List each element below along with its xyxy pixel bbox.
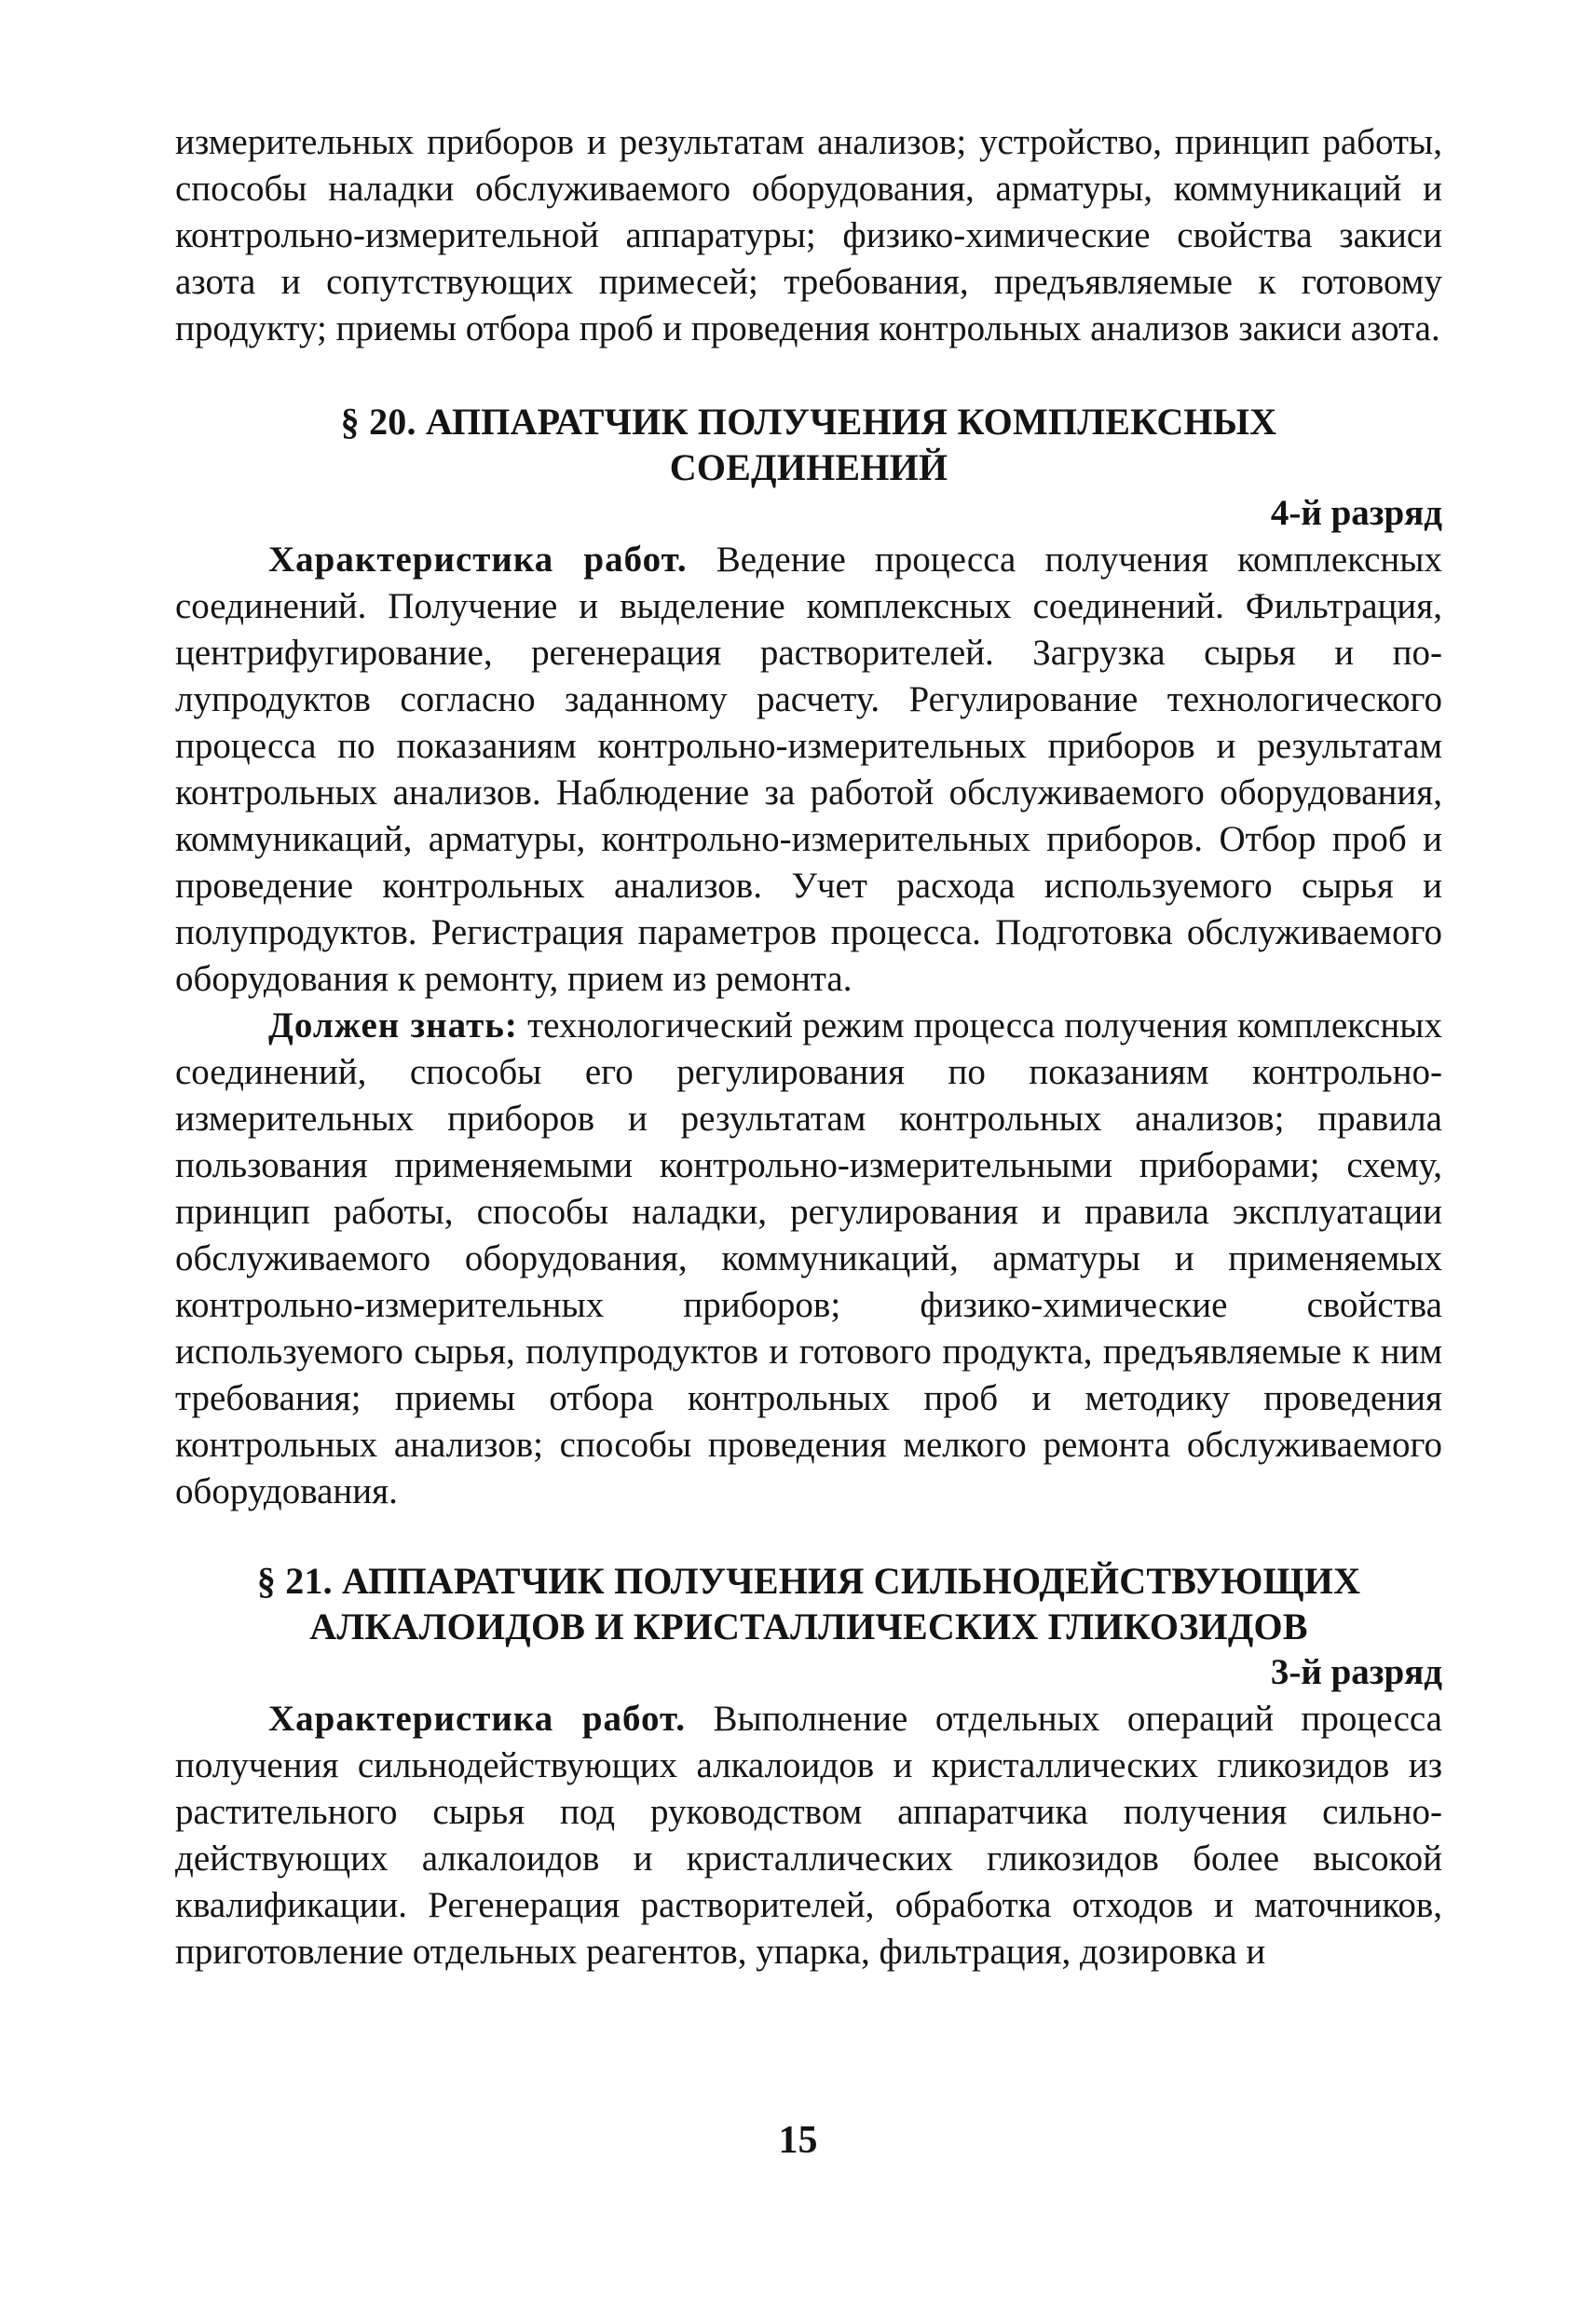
section-21-characteristics-label: Характеристика работ. (268, 1699, 686, 1739)
section-21-characteristics (175, 1696, 1442, 1975)
intro-paragraph: измерительных приборов и результатам анализов; устройство, принцип работы, способы наладки обслуживаемого оборудования, арматуры, коммуникаций и контрольно-измерительной аппаратуры; физико-химические свойства закиси азота и сопутствующих примесей; требования, предъявляемые к готовому продукту; приемы отбора проб и проведения контрольных анализов закиси азота. (175, 122, 1442, 349)
section-21 (175, 1558, 1442, 1975)
section-20-characteristics (175, 537, 1442, 1003)
section-20 (175, 399, 1442, 1515)
section-21-heading (175, 1558, 1442, 1649)
section-20-knowledge (175, 1003, 1442, 1515)
section-21-grade: 3-й разряд (1270, 1652, 1442, 1692)
page-number: 15 (778, 2119, 818, 2162)
section-20-characteristics-label: Характеристика работ. (268, 540, 688, 580)
document-page (175, 119, 1442, 1975)
spacer (175, 352, 1442, 399)
spacer (175, 1515, 1442, 1558)
section-20-heading-line2: СОЕДИНЕНИЙ (669, 446, 948, 488)
section-21-characteristics-text: Выполнение отдельных операций процесса получения сильнодействующих алкалоидов и кристаллических гликозидов из растительного сырья под руководством аппаратчика получения сильнодействующих алкалоидов и кристаллических гликозидов более высокой квалификации. Регенерация растворителей, обработка отходов и маточников, приготовление отдельных реагентов, упарка, фильтрация, дозировка и (175, 1699, 1442, 1972)
section-20-grade: 4-й разряд (1270, 493, 1442, 533)
section-20-heading-line1: § 20. АППАРАТЧИК ПОЛУЧЕНИЯ КОМПЛЕКСНЫХ (340, 401, 1277, 443)
section-20-characteristics-text: Ведение процесса получения комплексных соединений. Получение и выделение комплексных соединений. Фильтрация, центрифугирование, регенерация растворителей. Загрузка сырья и полупродуктов согласно заданному расчету. Регулирование технологического процесса по показаниям контрольно-измерительных приборов и результатам контрольных анализов. Наблюдение за работой обслуживаемого оборудования, коммуникаций, арматуры, контрольно-измерительных приборов. Отбор проб и проведение контрольных анализов. Учет расхода используемого сырья и полупродуктов. Регистрация параметров процесса. Подготовка обслуживаемого оборудования к ремонту, прием из ремонта. (175, 540, 1442, 999)
section-20-heading (175, 399, 1442, 490)
section-21-heading-line1: § 21. АППАРАТЧИК ПОЛУЧЕНИЯ СИЛЬНОДЕЙСТВУЮЩИХ (256, 1560, 1361, 1602)
section-21-heading-line2: АЛКАЛОИДОВ И КРИСТАЛЛИЧЕСКИХ ГЛИКОЗИДОВ (309, 1606, 1308, 1647)
section-20-knowledge-label: Должен знать: (268, 1005, 518, 1046)
section-20-knowledge-text: технологический режим процесса получения комплексных соединений, способы его регулирования по показаниям контрольно-измерительных приборов и результатам контрольных анализов; правила пользования применяемыми контрольно-измерительными приборами; схему, принцип работы, способы наладки, регулирования и правила эксплуатации обслуживаемого оборудования, коммуникаций, арматуры и применяемых контрольно-измерительных приборов; физико-химические свойства используемого сырья, полупродуктов и готового продукта, предъявляемые к ним требования; приемы отбора контрольных проб и методику проведения контрольных анализов; способы проведения мелкого ремонта обслуживаемого оборудования. (175, 1005, 1442, 1511)
